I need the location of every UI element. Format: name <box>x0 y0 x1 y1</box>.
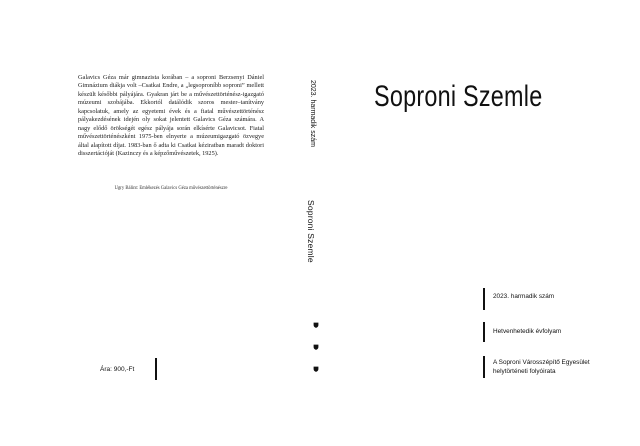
front-issue: 2023. harmadik szám <box>493 293 555 300</box>
front-publisher-line1: A Soproni Városszépítő Egyesület <box>493 359 590 366</box>
front-publisher-line2: helytörténeti folyóirata <box>493 368 556 375</box>
back-cover-caption: Ugry Bálint: Emlékezés Galavics Géza művészettörténészre <box>114 186 228 191</box>
shield-icon <box>313 322 319 328</box>
back-cover-blurb: Galavics Géza már gimnazista korában – a soproni Berzsenyi Dániel Gimnázium diákja volt –Csatkai Endre, a „legsoproníbb soproni” mellett készült későbbi pályájára. Gyakran járt be a művészettörténész-igazgató múzeumi szobájába. Ekkortól datálódik szoros mester–tanítvány kapcsolatuk, amely az egyetemi évek és a fiatal művészettörténész pályakezdésének idején oly sokat jelentett Galavics Géza számára. A nagy elődő örökségét egész pályája során elkísérte Galavicsot. Fiatal művészettörténészként 1975-ben elnyerte a múzeumigazgató özvegye által alapított díjat. 1983-ban ő adta ki Csatkai kéziratban maradt doktori disszertációját (Kazinczy és a képzőművészetek, 1925). <box>78 74 264 158</box>
front-issue-divider <box>483 288 485 310</box>
spine-issue: 2023. harmadik szám <box>309 80 316 147</box>
front-cover-title: Soproni Szemle <box>374 80 543 113</box>
spine-title: Soproni Szemle <box>306 200 316 263</box>
front-publisher-divider <box>483 356 485 378</box>
shield-icon <box>313 366 319 372</box>
price-divider <box>155 358 157 380</box>
front-volume-divider <box>483 322 485 342</box>
shield-icon <box>313 344 319 350</box>
front-volume: Hetvenhetedik évfolyam <box>493 328 562 335</box>
price-label: Ára: 900,-Ft <box>100 366 135 373</box>
